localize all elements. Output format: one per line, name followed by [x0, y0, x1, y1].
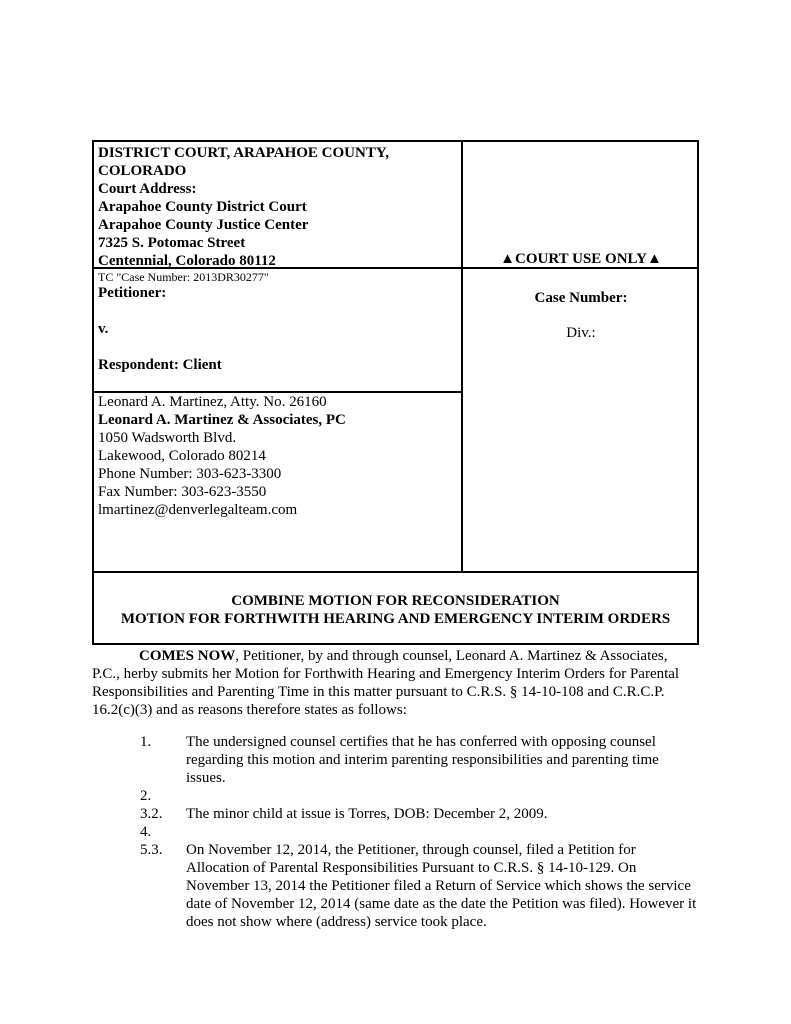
case-number-label: Case Number:	[534, 290, 628, 306]
attorney-name: Leonard A. Martinez, Atty. No. 26160	[98, 394, 327, 410]
attorney-street: 1050 Wadsworth Blvd.	[98, 430, 237, 446]
list-item	[140, 733, 700, 787]
attorney-phone: Phone Number: 303-623-3300	[98, 466, 282, 482]
list-number: 4.	[140, 824, 152, 840]
motion-title-line2: MOTION FOR FORTHWITH HEARING AND EMERGENCY INTERIM ORDERS	[120, 611, 671, 627]
caption-vertical-divider	[461, 142, 463, 573]
list-number: 2.	[140, 788, 152, 804]
respondent-label: Respondent: Client	[98, 357, 222, 373]
list-text: On November 12, 2014, the Petitioner, through counsel, filed a Petition for Allocation of Parental Responsibilities Pursuant to C.R.S. § 14-10-129. On November 13, 2014 the Petitioner filed a Return of Service which shows the service date of November 12, 2014 (same date as the date the Petition was filed). However it does not show where (address) service took place.	[186, 842, 697, 930]
list-text	[186, 823, 700, 841]
list-item	[140, 841, 700, 931]
list-item	[140, 787, 700, 805]
list-number: 5.3.	[140, 842, 163, 858]
numbered-list	[140, 733, 700, 931]
court-line: Court Address:	[98, 181, 197, 197]
tc-case-number: TC "Case Number: 2013DR30277"	[98, 270, 269, 284]
list-item	[140, 805, 700, 823]
motion-title-line1: COMBINE MOTION FOR RECONSIDERATION	[231, 593, 560, 609]
court-line: Arapahoe County Justice Center	[98, 217, 309, 233]
list-number: 3.2.	[140, 806, 163, 822]
intro-text: , Petitioner, by and through counsel, Leonard A. Martinez & Associates, P.C., herby submits her Motion for Forthwith Hearing and Emergency Interim Orders for Parental Responsibilities and Parenting Time in this matter pursuant to C.R.S. § 14-10-108 and C.R.C.P. 16.2(c)(3) and as reasons therefore states as follows:	[92, 648, 680, 718]
court-line: Centennial, Colorado 80112	[98, 253, 276, 269]
petitioner-label: Petitioner:	[98, 285, 167, 301]
court-use-only-label: ▲COURT USE ONLY▲	[500, 251, 662, 267]
list-item	[140, 823, 700, 841]
attorney-fax: Fax Number: 303-623-3550	[98, 484, 267, 500]
court-line: DISTRICT COURT, ARAPAHOE COUNTY,	[98, 145, 390, 161]
list-text	[186, 787, 700, 805]
parties-block	[98, 270, 458, 374]
versus-label: v.	[98, 321, 109, 337]
list-text: The minor child at issue is Torres, DOB: December 2, 2009.	[186, 806, 548, 822]
court-block	[98, 144, 458, 270]
caption-divider-title	[94, 571, 697, 573]
case-number-block	[463, 289, 699, 342]
court-line: Arapahoe County District Court	[98, 199, 307, 215]
list-number: 1.	[140, 734, 152, 750]
intro-lead: COMES NOW	[139, 648, 236, 664]
court-line: COLORADO	[98, 163, 187, 179]
attorney-block	[98, 393, 458, 519]
intro-paragraph	[92, 647, 690, 719]
list-text: The undersigned counsel certifies that he has conferred with opposing counsel regarding this motion and interim parenting responsibilities and parenting time issues.	[186, 734, 659, 786]
case-caption	[92, 140, 699, 645]
attorney-email: lmartinez@denverlegalteam.com	[98, 502, 298, 518]
attorney-city: Lakewood, Colorado 80214	[98, 448, 266, 464]
div-label: Div.:	[566, 325, 596, 341]
motion-title	[94, 592, 697, 628]
attorney-firm: Leonard A. Martinez & Associates, PC	[98, 412, 346, 428]
court-line: 7325 S. Potomac Street	[98, 235, 246, 251]
